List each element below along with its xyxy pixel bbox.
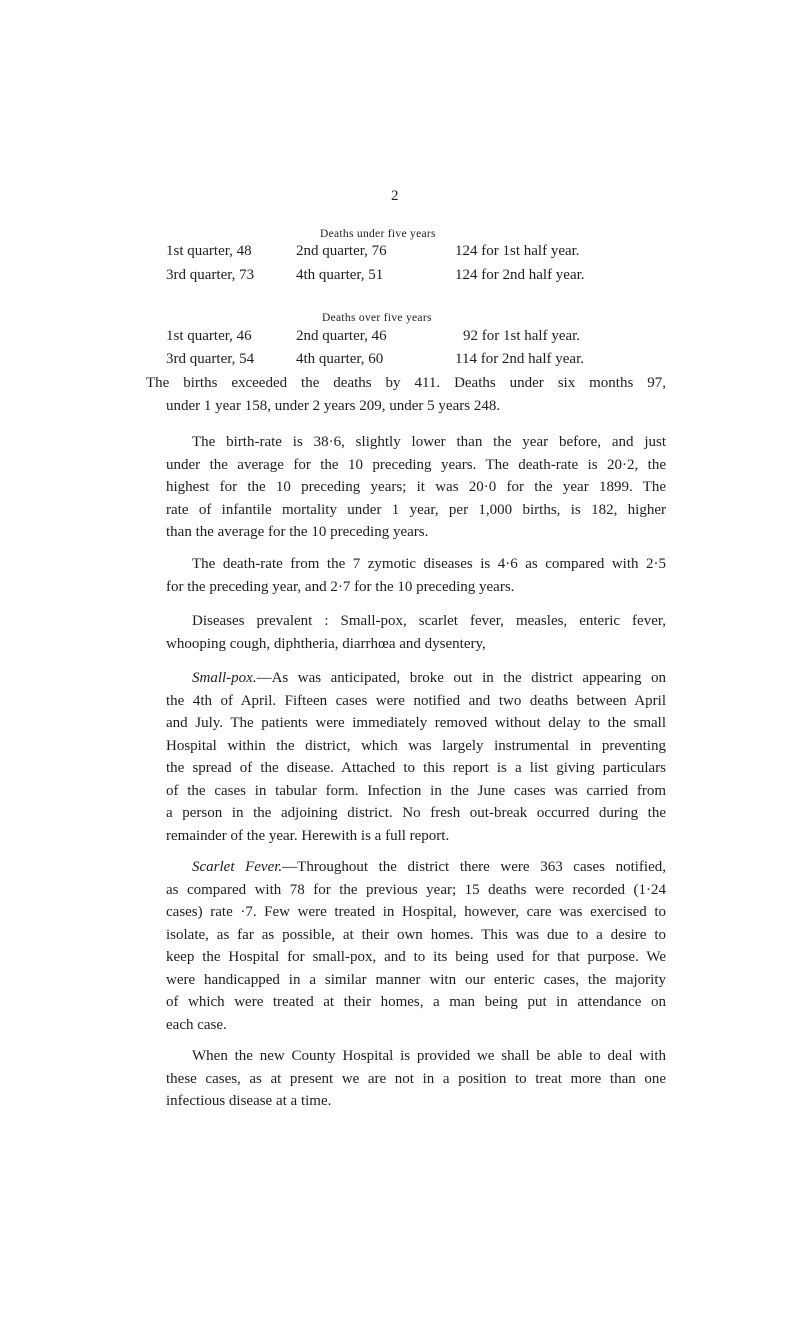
over-five-r1-c2: 2nd quarter, 46 bbox=[296, 328, 387, 344]
scarlet-fever-heading: Scarlet Fever. bbox=[192, 859, 283, 875]
paragraph-scarlet-fever bbox=[166, 856, 666, 1036]
paragraph-line: rate of infantile mortality under 1 year, per 1,000 births, is 182, higher bbox=[166, 501, 666, 518]
paragraph-line: infectious disease at a time. bbox=[166, 1093, 332, 1109]
over-five-r2-c2: 4th quarter, 60 bbox=[296, 351, 384, 367]
over-five-r1-c1: 1st quarter, 46 bbox=[166, 328, 252, 344]
paragraph-line: When the new County Hospital is provided we shall be able to deal with bbox=[192, 1048, 666, 1064]
paragraph-text: —As was anticipated, broke out in the district appearing on bbox=[256, 670, 666, 686]
paragraph-line: whooping cough, diphtheria, diarrhœa and dysentery, bbox=[166, 635, 486, 652]
paragraph-line: were handicapped in a similar manner witn our enteric cases, the majority bbox=[166, 971, 666, 988]
over-five-r2-c1: 3rd quarter, 54 bbox=[166, 351, 255, 367]
under-five-r1-c2: 2nd quarter, 76 bbox=[296, 243, 387, 259]
paragraph-zymotic bbox=[166, 553, 666, 598]
paragraph-line: Hospital within the district, which was largely instrumental in preventing bbox=[166, 737, 666, 754]
under-five-r2-c1: 3rd quarter, 73 bbox=[166, 267, 255, 283]
paragraph-line: Diseases prevalent : Small-pox, scarlet fever, measles, enteric fever, bbox=[192, 613, 666, 629]
paragraph-line: for the preceding year, and 2·7 for the 10 preceding years. bbox=[166, 578, 515, 595]
over-five-caption: Deaths over five years bbox=[322, 312, 432, 324]
paragraph-line: highest for the 10 preceding years; it was 20·0 for the year 1899. The bbox=[166, 479, 666, 495]
paragraph-line bbox=[166, 856, 666, 879]
paragraph-line bbox=[166, 667, 666, 690]
paragraph-line: under 1 year 158, under 2 years 209, under 5 years 248. bbox=[166, 397, 501, 414]
paragraph-line: of the cases in tabular form. Infection in the June cases was carried from bbox=[166, 782, 666, 799]
paragraph-line: of which were treated at their homes, a man being put in attendance on bbox=[166, 994, 666, 1010]
paragraph-line: The birth-rate is 38·6, slightly lower than the year before, and just bbox=[192, 434, 666, 450]
paragraph-line: isolate, as far as possible, at their own homes. This was due to a desire to bbox=[166, 926, 666, 943]
paragraph-diseases-prevalent bbox=[166, 610, 666, 655]
paragraph-birth-rate bbox=[166, 431, 666, 544]
paragraph-line: cases) rate ·7. Few were treated in Hospital, however, care was exercised to bbox=[166, 904, 666, 920]
paragraph-line: keep the Hospital for small-pox, and to its being used for that purpose. We bbox=[166, 949, 666, 965]
paragraph-small-pox bbox=[166, 667, 666, 847]
paragraph-line: under the average for the 10 preceding years. The death-rate is 20·2, the bbox=[166, 456, 666, 473]
over-five-r1-c3: 92 for 1st half year. bbox=[463, 328, 581, 344]
page-number: 2 bbox=[391, 188, 399, 204]
paragraph-line: the 4th of April. Fifteen cases were notified and two deaths between April bbox=[166, 692, 666, 709]
under-five-r2-c3: 124 for 2nd half year. bbox=[455, 267, 585, 283]
paragraph-line: a person in the adjoining district. No fresh out-break occurred during the bbox=[166, 805, 666, 821]
paragraph-line: the spread of the disease. Attached to this report is a list giving particulars bbox=[166, 760, 666, 776]
paragraph-line: these cases, as at present we are not in a position to treat more than one bbox=[166, 1070, 666, 1087]
small-pox-heading: Small-pox. bbox=[192, 670, 257, 686]
under-five-r2-c2: 4th quarter, 51 bbox=[296, 267, 384, 283]
paragraph-county-hospital bbox=[166, 1045, 666, 1113]
under-five-caption: Deaths under five years bbox=[320, 228, 436, 240]
paragraph-line: each case. bbox=[166, 1016, 227, 1033]
paragraph-line: The death-rate from the 7 zymotic diseases is 4·6 as compared with 2·5 bbox=[192, 556, 666, 572]
paragraph-line: The births exceeded the deaths by 411. Deaths under six months 97, bbox=[146, 375, 666, 391]
paragraph-line: than the average for the 10 preceding years. bbox=[166, 524, 429, 540]
over-five-r2-c3: 114 for 2nd half year. bbox=[455, 351, 584, 367]
under-five-r1-c3: 124 for 1st half year. bbox=[455, 243, 580, 259]
under-five-r1-c1: 1st quarter, 48 bbox=[166, 243, 252, 259]
paragraph-line: as compared with 78 for the previous year; 15 deaths were recorded (1·24 bbox=[166, 881, 666, 898]
paragraph-line: remainder of the year. Herewith is a full report. bbox=[166, 827, 450, 844]
paragraph-line: and July. The patients were immediately removed without delay to the small bbox=[166, 715, 666, 731]
paragraph-births bbox=[146, 372, 666, 417]
paragraph-text: —Throughout the district there were 363 cases notified, bbox=[282, 859, 666, 875]
